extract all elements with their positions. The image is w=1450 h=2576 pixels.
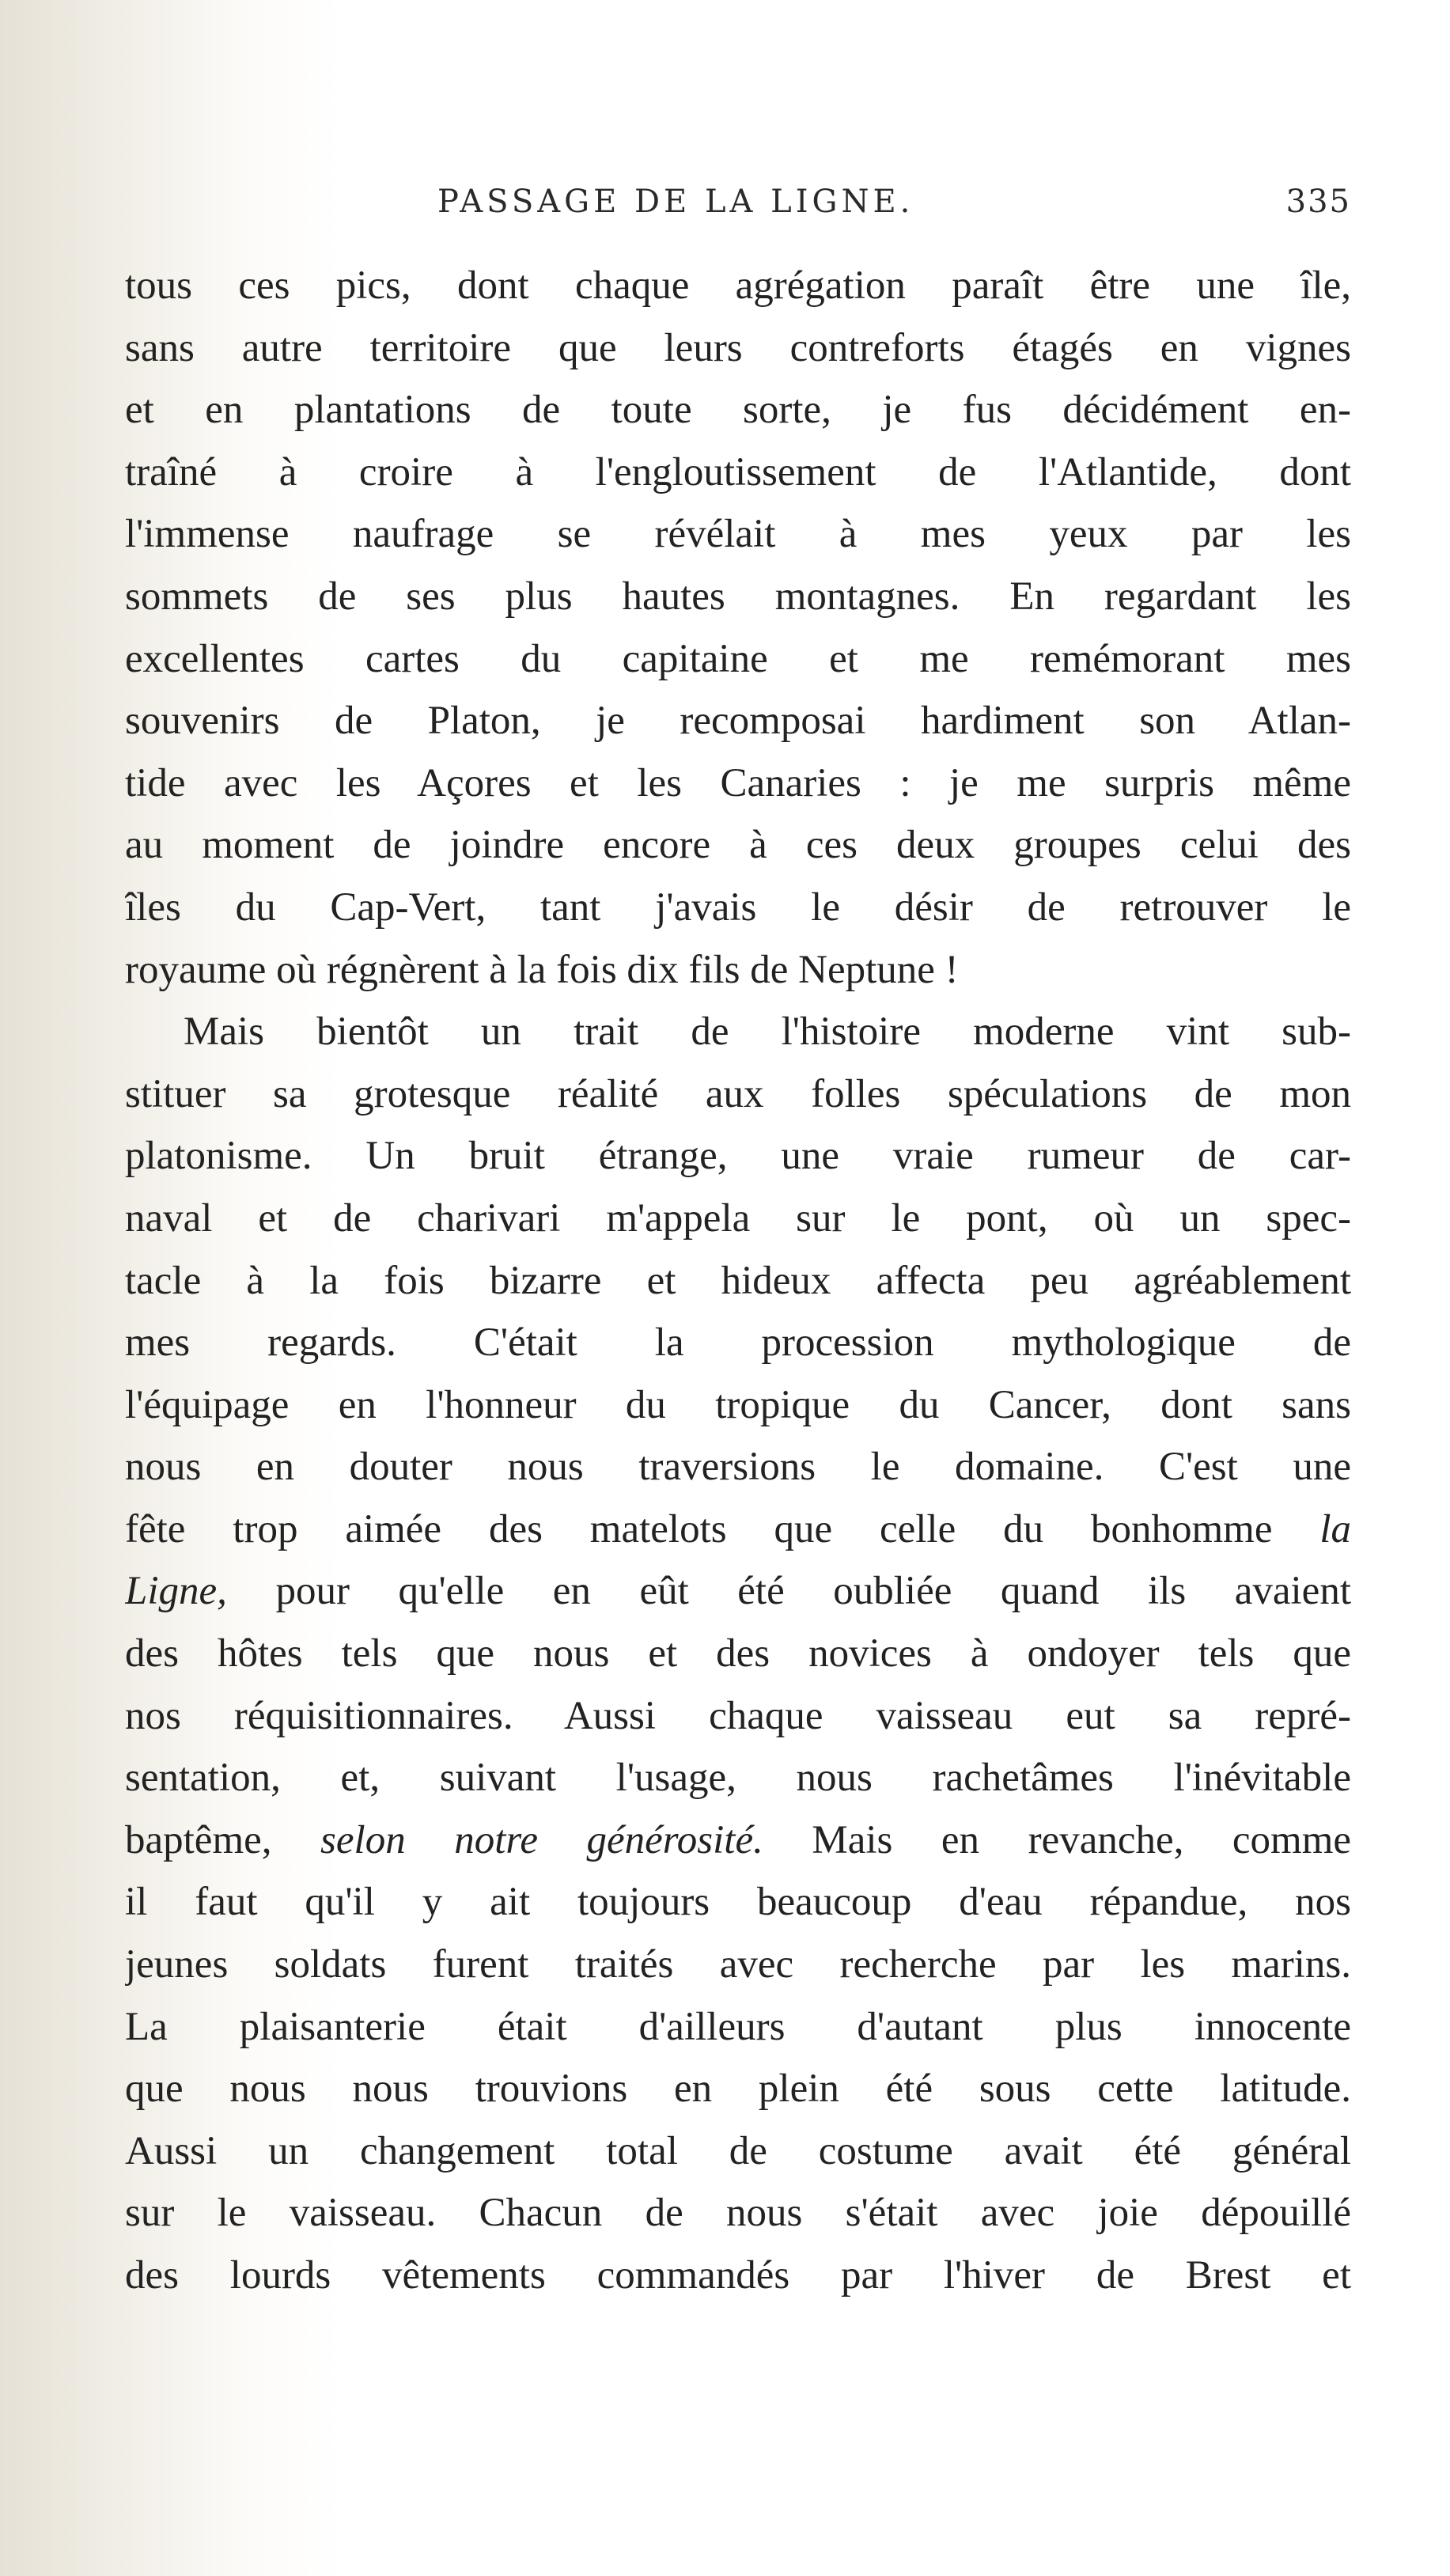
text-line: nous en douter nous traversions le domaine. C'est une (125, 1445, 1351, 1490)
text-line: mes regards. C'était la procession mythologique de (125, 1320, 1351, 1366)
text-line: naval et de charivari m'appela sur le pont, où un spec- (125, 1195, 1351, 1241)
italic-word: Ligne, (125, 1569, 227, 1614)
text-line (125, 1560, 1351, 1623)
text-segment: baptême, (125, 1817, 272, 1862)
text-line: platonisme. Un bruit étrange, une vraie rumeur de car- (125, 1134, 1351, 1179)
text-line: que nous nous trouvions en plein été sous cette latitude. (125, 2066, 1351, 2112)
page-header (125, 184, 1351, 231)
italic-phrase: selon notre générosité. (320, 1817, 763, 1862)
text-line: l'immense naufrage se révélait à mes yeux par les (125, 512, 1351, 557)
text-line: La plaisanterie était d'ailleurs d'autant plus innocente (125, 2004, 1351, 2049)
body-text (125, 255, 1351, 2307)
text-line: sommets de ses plus hautes montagnes. En regardant les (125, 574, 1351, 619)
text-line: l'équipage en l'honneur du tropique du Cancer, dont sans (125, 1382, 1351, 1427)
text-line (125, 1809, 1351, 1872)
text-line: il faut qu'il y ait toujours beaucoup d'eau répandue, nos (125, 1880, 1351, 1925)
text-line: Mais bientôt un trait de l'histoire moderne vint sub- (184, 1010, 1351, 1055)
text-line: et en plantations de toute sorte, je fus décidément en- (125, 388, 1351, 433)
text-line (125, 1498, 1351, 1561)
text-line: jeunes soldats furent traités avec recherche par les marins. (125, 1942, 1351, 1987)
italic-word: la (1319, 1506, 1351, 1551)
text-segment: Mais en revanche, comme (763, 1817, 1351, 1862)
text-line: des lourds vêtements commandés par l'hiver de Brest et (125, 2253, 1351, 2298)
running-title: PASSAGE DE LA LIGNE. (437, 184, 914, 220)
text-line: royaume où régnèrent à la fois dix fils de Neptune ! (125, 947, 959, 992)
text-line: nos réquisitionnaires. Aussi chaque vaisseau eut sa repré- (125, 1693, 1351, 1738)
text-line: souvenirs de Platon, je recomposai hardiment son Atlan- (125, 699, 1351, 744)
text-segment: fête trop aimée des matelots que celle du bonhomme (125, 1506, 1273, 1551)
text-line: tous ces pics, dont chaque agrégation paraît être une île, (125, 263, 1351, 308)
text-line: des hôtes tels que nous et des novices à ondoyer tels que (125, 1631, 1351, 1676)
page-number: 335 (1285, 184, 1351, 220)
text-line: excellentes cartes du capitaine et me remémorant mes (125, 636, 1351, 681)
text-line: tide avec les Açores et les Canaries : je me surpris même (125, 760, 1351, 805)
text-line: stituer sa grotesque réalité aux folles spéculations de mon (125, 1071, 1351, 1116)
text-line: sur le vaisseau. Chacun de nous s'était avec joie dépouillé (125, 2191, 1351, 2236)
text-line: sans autre territoire que leurs contreforts étagés en vignes (125, 325, 1351, 370)
text-line: au moment de joindre encore à ces deux groupes celui des (125, 823, 1351, 868)
text-line: traîné à croire à l'engloutissement de l'Atlantide, dont (125, 449, 1351, 494)
text-line: îles du Cap-Vert, tant j'avais le désir de retrouver le (125, 885, 1351, 930)
text-segment: pour qu'elle en eût été oubliée quand ils avaient (226, 1569, 1351, 1614)
text-line: sentation, et, suivant l'usage, nous rachetâmes l'inévitable (125, 1756, 1351, 1801)
text-line: tacle à la fois bizarre et hideux affecta peu agréablement (125, 1258, 1351, 1303)
text-line: Aussi un changement total de costume avait été général (125, 2128, 1351, 2173)
